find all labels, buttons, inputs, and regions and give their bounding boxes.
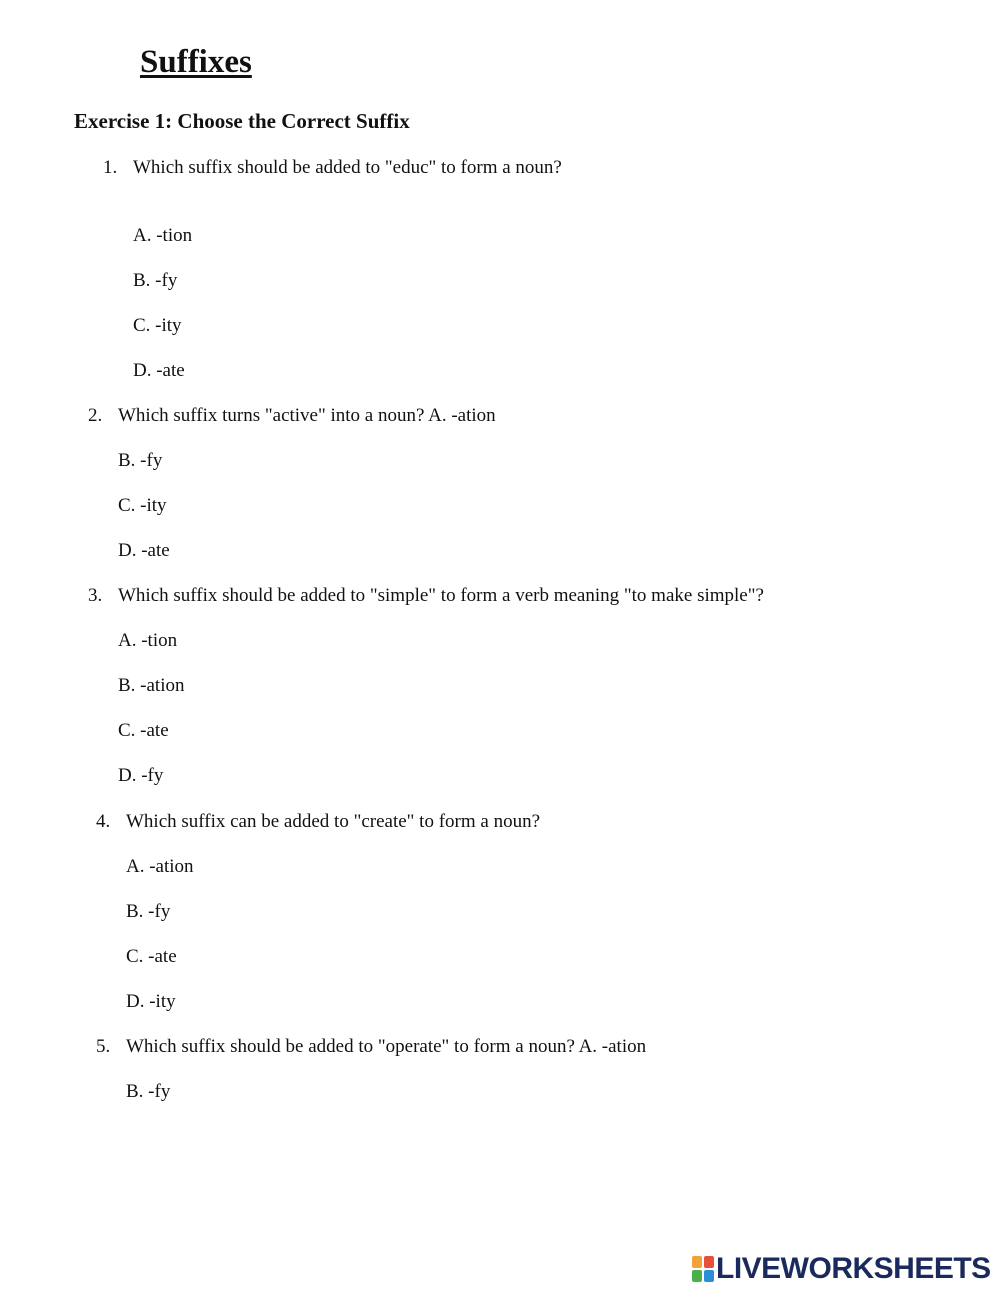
exercise-heading: Exercise 1: Choose the Correct Suffix	[74, 109, 410, 133]
liveworksheets-logo	[692, 1253, 991, 1285]
page-title: Suffixes	[140, 44, 252, 80]
question-text: Which suffix turns "active" into a noun? A. -ation	[118, 405, 496, 426]
question-number: 2.	[88, 405, 103, 426]
q3-option-b: B. -ation	[118, 675, 185, 696]
q3-option-d: D. -fy	[118, 765, 164, 786]
question-4	[96, 811, 540, 834]
question-text: Which suffix should be added to "simple" to form a verb meaning "to make simple"?	[118, 585, 764, 606]
q2-option-d: D. -ate	[118, 540, 170, 561]
q1-option-d: D. -ate	[133, 360, 185, 381]
q4-option-d: D. -ity	[126, 991, 176, 1012]
question-number: 4.	[96, 811, 111, 832]
question-2	[88, 405, 496, 428]
liveworksheets-logo-icon	[692, 1256, 714, 1282]
q2-option-c: C. -ity	[118, 495, 167, 516]
q4-option-a: A. -ation	[126, 856, 194, 877]
question-text: Which suffix should be added to "operate" to form a noun? A. -ation	[126, 1036, 647, 1057]
question-1	[103, 157, 562, 180]
question-number: 3.	[88, 585, 103, 606]
q1-option-c: C. -ity	[133, 315, 182, 336]
question-text: Which suffix should be added to "educ" to form a noun?	[133, 157, 562, 178]
question-text: Which suffix can be added to "create" to form a noun?	[126, 811, 541, 832]
q3-option-c: C. -ate	[118, 720, 169, 741]
question-3	[88, 585, 764, 608]
q3-option-a: A. -tion	[118, 630, 178, 651]
q1-option-a: A. -tion	[133, 225, 193, 246]
q4-option-b: B. -fy	[126, 901, 171, 922]
q2-option-b: B. -fy	[118, 450, 163, 471]
q4-option-c: C. -ate	[126, 946, 177, 967]
question-number: 1.	[103, 157, 118, 178]
q5-option-b: B. -fy	[126, 1081, 171, 1102]
q1-option-b: B. -fy	[133, 270, 178, 291]
question-5	[96, 1036, 646, 1059]
logo-text: LIVEWORKSHEETS	[716, 1252, 991, 1285]
question-number: 5.	[96, 1036, 111, 1057]
